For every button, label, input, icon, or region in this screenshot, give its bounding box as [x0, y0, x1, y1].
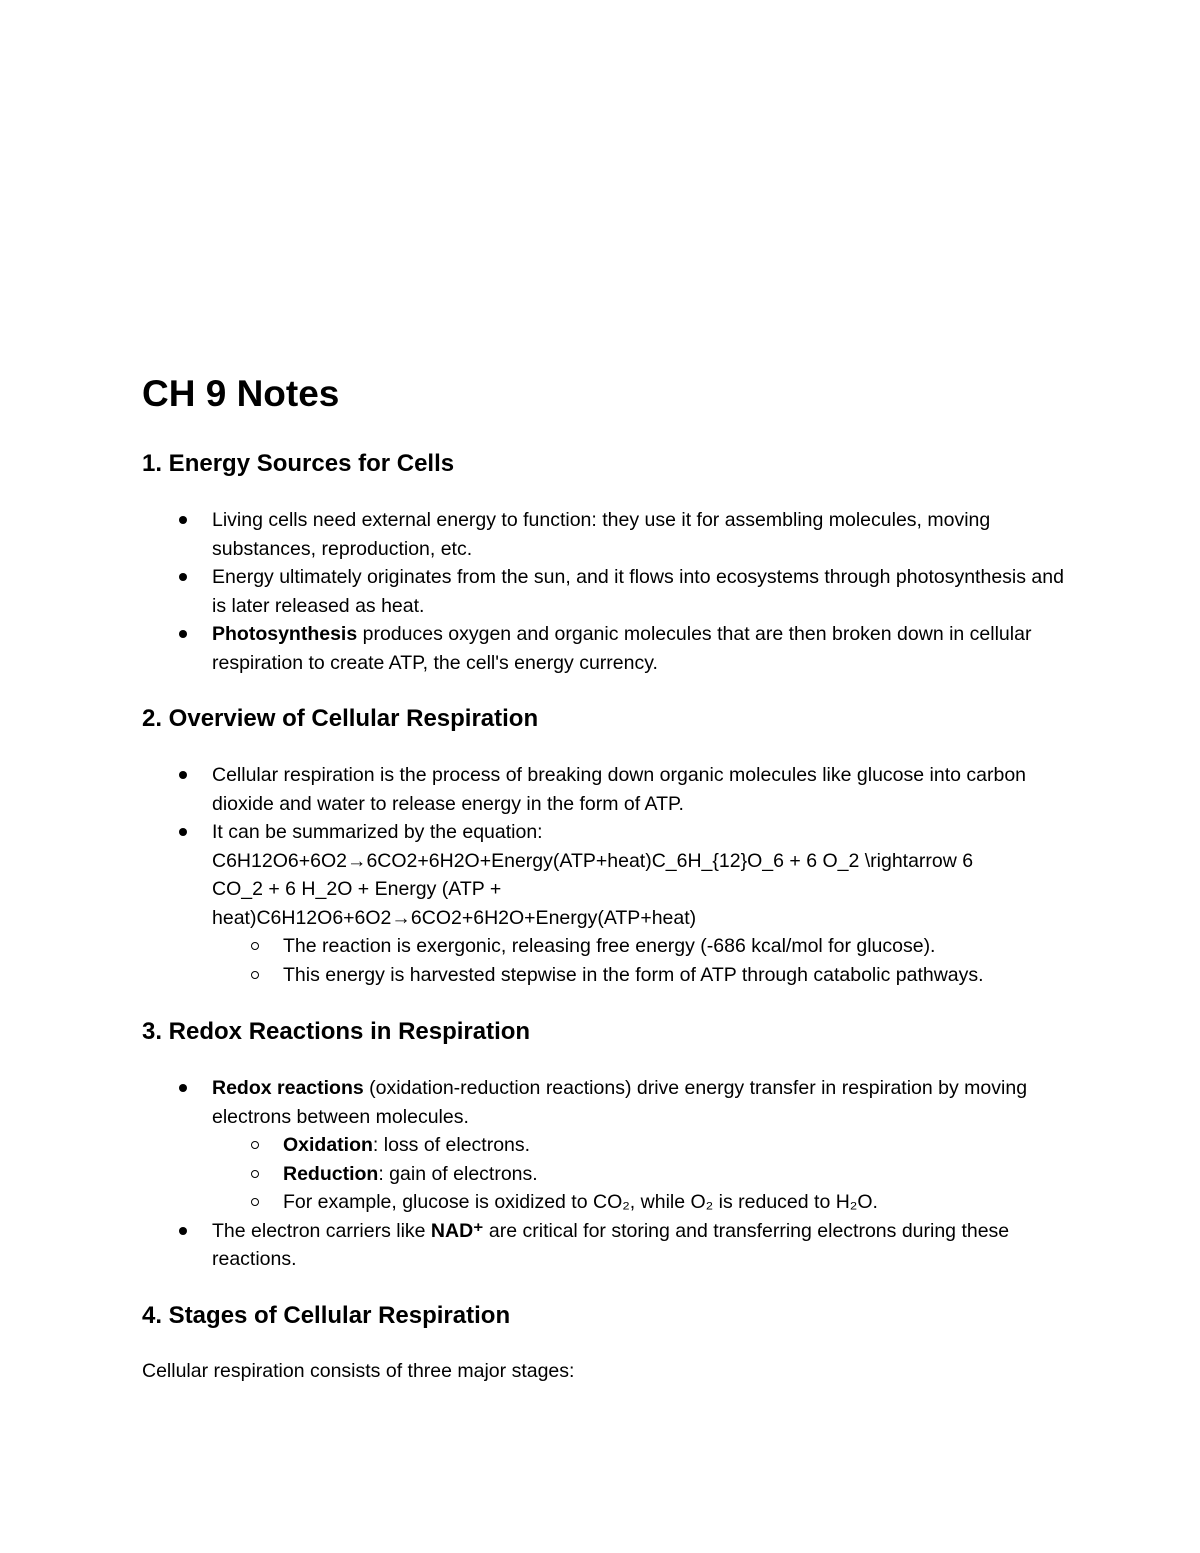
list-item: Photosynthesis produces oxygen and organic molecules that are then broken down in cellular respiration to create ATP, the cell's energy currency. [142, 620, 1072, 677]
section-stages-respiration [142, 1301, 1072, 1382]
equation-line: CO_2 + 6 H_2O + Energy (ATP + [212, 878, 502, 900]
bold-term: Oxidation [283, 1134, 373, 1156]
bullet-list [142, 1074, 1072, 1274]
circle-bullet-icon [251, 1198, 259, 1206]
list-item: The electron carriers like NAD⁺ are critical for storing and transferring electrons during these reactions. [142, 1217, 1072, 1274]
list-item: Cellular respiration is the process of breaking down organic molecules like glucose into carbon dioxide and water to release energy in the form of ATP. [142, 761, 1072, 818]
bullet-icon [179, 828, 187, 836]
sub-list-item: The reaction is exergonic, releasing free energy (-686 kcal/mol for glucose). [142, 932, 1072, 961]
bold-term: Redox reactions [212, 1077, 364, 1099]
circle-bullet-icon [251, 1170, 259, 1178]
section-heading: 1. Energy Sources for Cells [142, 450, 455, 477]
sub-bullet-list [212, 932, 1072, 989]
bullet-icon [179, 516, 187, 524]
sub-list-item: For example, glucose is oxidized to CO₂, while O₂ is reduced to H₂O. [142, 1188, 1072, 1217]
bold-term: Photosynthesis [212, 623, 358, 645]
bullet-icon [179, 573, 187, 581]
sub-list-item: Reduction: gain of electrons. [142, 1160, 1072, 1189]
bullet-icon [179, 1084, 187, 1092]
section-overview-respiration [142, 704, 1072, 989]
sub-list-item: Oxidation: loss of electrons. [142, 1131, 1072, 1160]
page-title: CH 9 Notes [142, 373, 340, 414]
bullet-icon [179, 630, 187, 638]
circle-bullet-icon [251, 971, 259, 979]
list-item: Living cells need external energy to function: they use it for assembling molecules, moving substances, reproduction, etc. [142, 506, 1072, 563]
bullet-list [142, 761, 1072, 989]
bullet-list [142, 506, 1072, 677]
section-energy-sources [142, 449, 1072, 677]
section-heading: 3. Redox Reactions in Respiration [142, 1018, 531, 1045]
section-heading: 2. Overview of Cellular Respiration [142, 705, 539, 732]
list-item: Redox reactions (oxidation-reduction reactions) drive energy transfer in respiration by moving electrons between molecules. Oxidation: loss of electrons. Reduction: gain of electrons. For example, glucose is oxidized to CO₂, while O₂ is reduced to H₂O. [142, 1074, 1072, 1217]
section-redox-reactions [142, 1017, 1072, 1274]
list-item: It can be summarized by the equation: C6H12O6+6O2→6CO2+6H2O+Energy(ATP+heat)C_6H_{12}O_6 + 6 O_2 \rightarrow 6 CO_2 + 6 H_2O + Energy (ATP + heat)C6H12O6+6O2→6CO2+6H2O+Energy(ATP+heat) The reaction is exergonic, releasing free energy (-686 kcal/mol for glucose). This energy is harvested stepwise in the form of ATP through catabolic pathways. [142, 818, 1072, 989]
sub-bullet-list [212, 1131, 1072, 1217]
section-heading: 4. Stages of Cellular Respiration [142, 1302, 511, 1329]
bullet-icon [179, 1227, 187, 1235]
equation-line: heat)C6H12O6+6O2→6CO2+6H2O+Energy(ATP+heat) [212, 906, 697, 929]
circle-bullet-icon [251, 1141, 259, 1149]
circle-bullet-icon [251, 942, 259, 950]
section-intro-text: Cellular respiration consists of three major stages: [142, 1360, 575, 1382]
list-item: Energy ultimately originates from the sun, and it flows into ecosystems through photosynthesis and is later released as heat. [142, 563, 1072, 620]
bullet-icon [179, 771, 187, 779]
sub-list-item: This energy is harvested stepwise in the form of ATP through catabolic pathways. [142, 961, 1072, 990]
bold-term: NAD⁺ [430, 1219, 484, 1242]
equation-line: C6H12O6+6O2→6CO2+6H2O+Energy(ATP+heat)C_6H_{12}O_6 + 6 O_2 \rightarrow 6 [212, 849, 974, 872]
bold-term: Reduction [283, 1162, 379, 1185]
